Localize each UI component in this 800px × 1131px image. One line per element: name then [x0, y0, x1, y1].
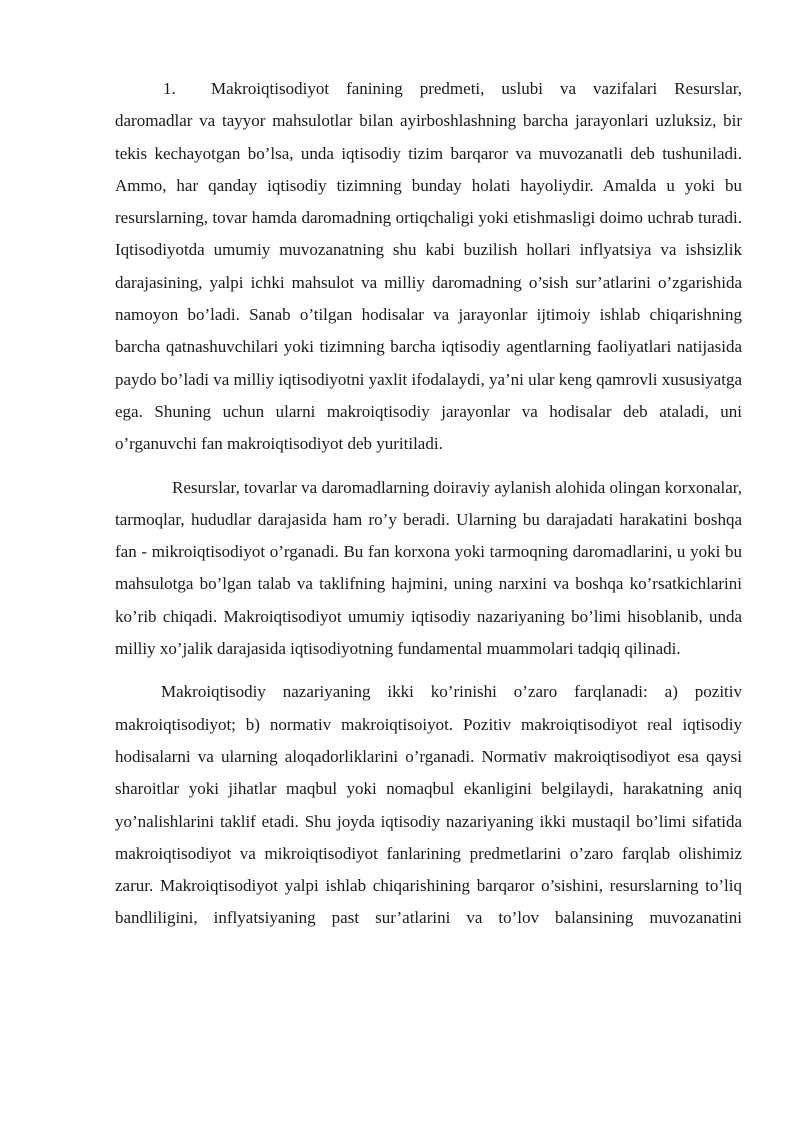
paragraph-3: Makroiqtisodiy nazariyaning ikki ko’rinishi o’zaro farqlanadi: a) pozitiv makroiqtisodiyot; b) normativ makroiqtisoiyot. Pozitiv makroiqtisodiyot real iqtisodiy hodisalarni va ularning aloqadorliklarini o’rganadi. Normativ makroiqtisodiyot esa qaysi sharoitlar yoki jihatlar maqbul yoki nomaqbul ekanligini belgilaydi, harakatning aniq yo’nalishlarini taklif etadi. Shu joyda iqtisodiy nazariyaning ikki mustaqil bo’limi sifatida makroiqtisodiyot va mikroiqtisodiyot fanlarining predmetlarini o’zaro farqlab olishimiz zarur. Makroiqtisodiyot yalpi ishlab chiqarishining barqaror o’sishini, resurslarning to’liq bandliligini, inflyatsiyaning past sur’atlarini va to’lov balansining muvozanatini [115, 682, 742, 928]
document-body [115, 73, 742, 935]
list-number: 1. [163, 79, 176, 98]
paragraph-2: Resurslar, tovarlar va daromadlarning doiraviy aylanish alohida olingan korxonalar, tarmoqlar, hududlar darajasida ham ro’y beradi. Ularning bu darajadati harakatini boshqa fan - mikroiqtisodiyot o’rganadi. Bu fan korxona yoki tarmoqning daromadlarini, u yoki bu mahsulotga bo’lgan talab va taklifning hajmini, uning narxini va boshqa ko’rsatkichlarini ko’rib chiqadi. Makroiqtisodiyot umumiy iqtisodiy nazariyaning bo’limi hisoblanib, unda milliy xo’jalik darajasida iqtisodiyotning fundamental muammolari tadqiq qilinadi. [115, 477, 742, 659]
paragraph-1 [115, 73, 742, 461]
paragraph-1-text: Makroiqtisodiyot fanining predmeti, uslubi va vazifalari Resurslar, daromadlar va tayyor mahsulotlar bilan ayirboshlashning barcha jarayonlari uzluksiz, bir tekis kechayotgan bo’lsa, unda iqtisodiy tizim barqaror va muvozanatli deb tushuniladi. Ammo, har qanday iqtisodiy tizimning bunday holati hayoliydir. Amalda u yoki bu resurslarning, tovar hamda daromadning ortiqchaligi yoki etishmasligi doimo uchrab turadi. Iqtisodiyotda umumiy muvozanatning shu kabi buzilish hollari inflyatsiya va ishsizlik darajasining, yalpi ichki mahsulot va milliy daromadning o’sish sur’atlarini o’zgarishida namoyon bo’ladi. Sanab o’tilgan hodisalar va jarayonlar ijtimoiy ishlab chiqarishning barcha qatnashuvchilari yoki tizimning barcha iqtisodiy agentlarning faoliyatlari natijasida paydo bo’ladi va milliy iqtisodiyotni yaxlit ifodalaydi, ya’ni ular keng qamrovli xususiyatga ega. Shuning uchun ularni makroiqtisodiy jarayonlar va hodisalar deb ataladi, uni o’rganuvchi fan makroiqtisodiyot deb yuritiladi. [115, 79, 742, 454]
